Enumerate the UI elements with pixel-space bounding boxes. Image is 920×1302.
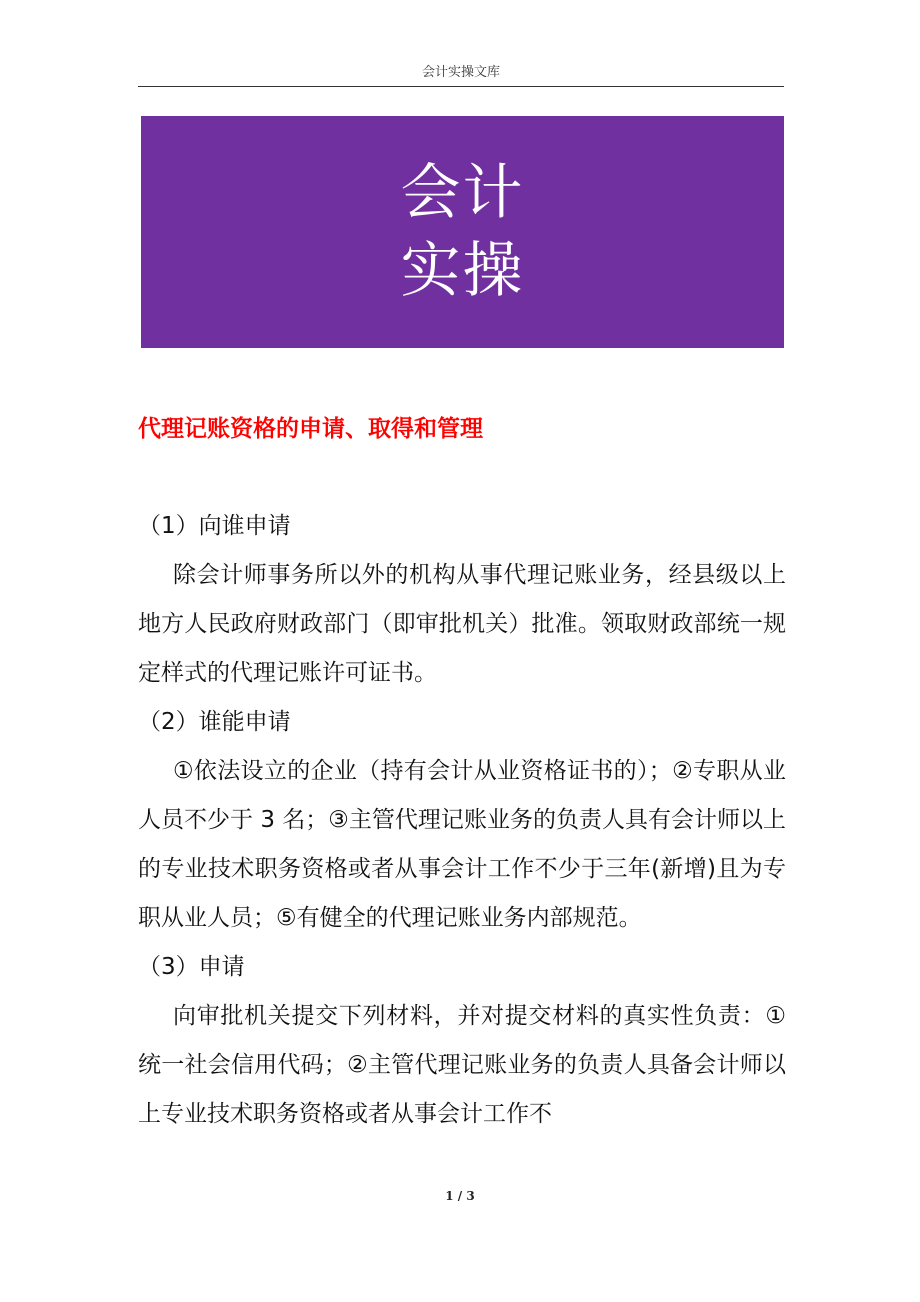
banner-line-2: 实操 — [400, 236, 525, 306]
page-header — [138, 62, 784, 87]
section-2 — [138, 698, 786, 943]
section-paragraph-1: 除会计师事务所以外的机构从事代理记账业务，经县级以上地方人民政府财政部门（即审批机关）批准。领取财政部统一规定样式的代理记账许可证书。 — [138, 562, 786, 686]
section-1 — [138, 502, 786, 698]
cover-banner — [141, 116, 784, 348]
document-title: 代理记账资格的申请、取得和管理 — [138, 416, 483, 442]
page-number: 1 / 3 — [445, 1189, 475, 1203]
document-body — [138, 502, 786, 1139]
section-heading-3: （3）申请 — [138, 954, 245, 980]
section-3 — [138, 943, 786, 1139]
banner-line-1: 会计 — [400, 158, 525, 228]
section-heading-2: （2）谁能申请 — [138, 709, 291, 735]
section-paragraph-2: ①依法设立的企业（持有会计从业资格证书的）；②专职从业人员不少于 3 名；③主管代理记账业务的负责人具有会计师以上的专业技术职务资格或者从事会计工作不少于三年(新增)且为专职从业人员；⑤有健全的代理记账业务内部规范。 — [138, 758, 786, 931]
section-paragraph-3: 向审批机关提交下列材料，并对提交材料的真实性负责：①统一社会信用代码；②主管代理记账业务的负责人具备会计师以上专业技术职务资格或者从事会计工作不 — [138, 1003, 786, 1127]
page-header-text: 会计实操文库 — [421, 65, 500, 80]
section-heading-1: （1）向谁申请 — [138, 513, 291, 539]
